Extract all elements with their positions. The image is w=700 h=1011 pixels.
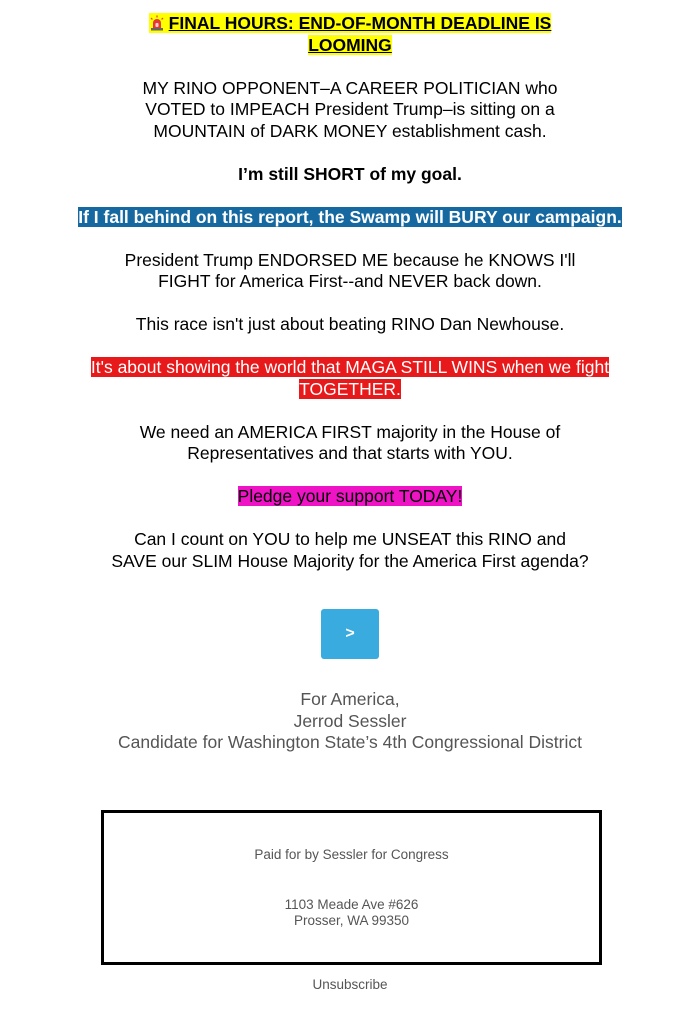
goal-prefix: I’m still (238, 163, 304, 184)
address-line-1: 1103 Meade Ave #626 (284, 897, 419, 912)
paragraph-pledge (110, 486, 590, 508)
signoff-name: Jerrod Sessler (293, 710, 407, 731)
goal-emphasis: SHORT (303, 163, 365, 184)
mailing-address (104, 897, 599, 929)
unsubscribe-link[interactable]: Unsubscribe (312, 977, 388, 992)
cta-container (110, 609, 590, 659)
siren-icon (149, 15, 165, 31)
signoff-title: Candidate for Washington State’s 4th Congressional District (118, 732, 582, 752)
paragraph-goal (110, 164, 590, 186)
paragraph-maga (50, 357, 650, 400)
swamp-highlight: If I fall behind on this report, the Swamp will BURY our campaign. (78, 206, 622, 227)
donate-button[interactable]: > (321, 609, 379, 659)
email-body (78, 0, 622, 754)
signoff-greeting: For America, (300, 689, 400, 709)
paragraph-swamp (50, 207, 650, 229)
goal-suffix: of my goal. (364, 163, 462, 184)
headline-highlight (149, 13, 552, 55)
maga-highlight: It's about showing the world that MAGA STILL WINS when we fight TOGETHER. (90, 357, 610, 399)
address-line-2: Prosser, WA 99350 (293, 913, 410, 928)
paragraph-majority: We need an AMERICA FIRST majority in the House of Representatives and that starts with YOU. (139, 421, 561, 463)
paragraph-ask: Can I count on YOU to help me UNSEAT this RINO and SAVE our SLIM House Majority for the America First agenda? (111, 529, 589, 571)
signoff (110, 689, 590, 754)
paid-for-text: Paid for by Sessler for Congress (254, 847, 449, 862)
paragraph-race: This race isn't just about beating RINO Dan Newhouse. (135, 314, 565, 334)
pledge-highlight: Pledge your support TODAY! (237, 486, 463, 506)
paragraph-opponent: MY RINO OPPONENT–A CAREER POLITICIAN who VOTED to IMPEACH President Trump–is sitting on a MOUNTAIN of DARK MONEY establishment cash. (142, 77, 558, 141)
paragraph-endorsement: President Trump ENDORSED ME because he KNOWS I'll FIGHT for America First--and NEVER back down. (124, 249, 576, 291)
headline-text: FINAL HOURS: END-OF-MONTH DEADLINE IS LOOMING (168, 13, 552, 55)
paid-for-box (101, 810, 602, 965)
headline (110, 13, 590, 56)
